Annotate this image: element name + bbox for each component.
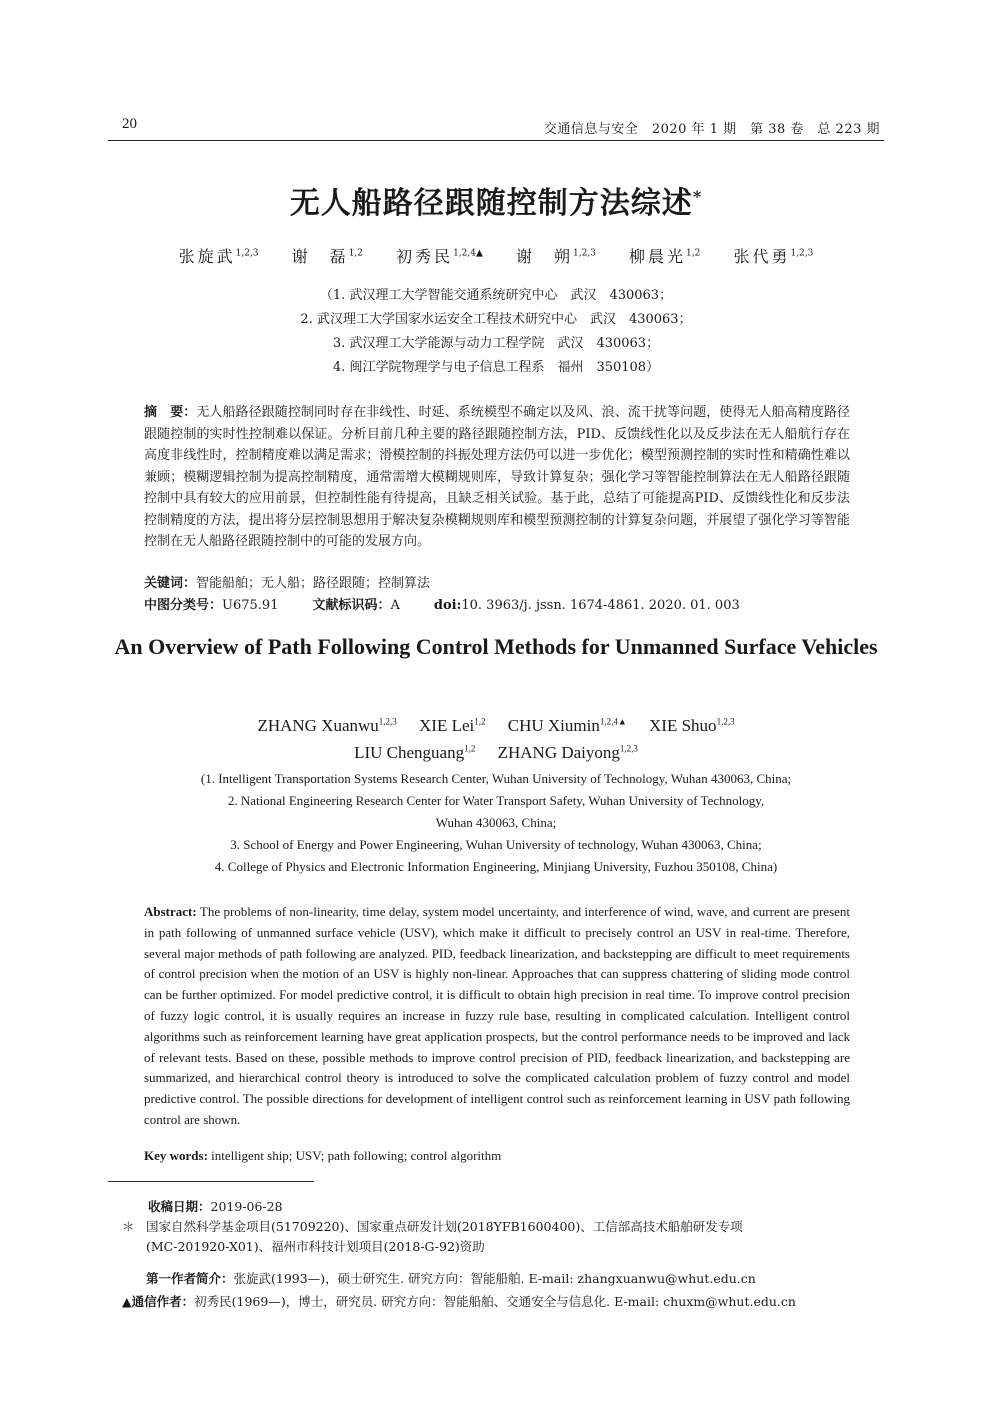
en-author: CHU Xiumin$^{1,2,4▲}$ [507, 716, 627, 735]
zh-author: 张旋武$^{1,2,3}$ [178, 247, 259, 266]
en-title: An Overview of Path Following Control Methods for Unmanned Surface Vehicles [114, 634, 878, 659]
zh-abstract [144, 402, 850, 553]
received-date: 收稿日期：2019-06-28 [148, 1199, 283, 1214]
en-abstract [144, 902, 850, 1131]
zh-author: 柳晨光$^{1,2}$ [629, 247, 701, 266]
en-author: ZHANG Xuanwu$^{1,2,3}$ [257, 716, 397, 735]
en-affiliation: 2. National Engineering Research Center for Water Transport Safety, Wuhan University of Technology, [227, 793, 765, 808]
en-author: LIU Chenguang$^{1,2}$ [354, 743, 476, 762]
zh-author: 初秀民$^{1,2,4▲}$ [396, 247, 483, 266]
en-author: XIE Lei$^{1,2}$ [419, 716, 486, 735]
zh-affiliation: （1. 武汉理工大学智能交通系统研究中心 武汉 430063； [319, 288, 673, 303]
clc-value: U675.91 [222, 598, 279, 613]
zh-abstract-label: 摘 要： [144, 405, 197, 420]
en-abstract-text: The problems of non-linearity, time delay, system model uncertainty, and interference of wind, wave, and current are present in path following of unmanned surface vehicle (USV), which make it difficult to precisely control an USV in real-time. Therefore, several major methods of path following are analyzed. PID, feedback linearization, and backstepping are difficult to meet requirements of control precision when the motion of an USV is highly non-linear. Approaches that can suppress chattering of sliding mode control can be further optimized. For model predictive control, it is difficult to obtain high precision in real time. To improve control precision of fuzzy logic control, it is usually requires an increase in fuzzy rule base, resulting in complicated calculation. Intelligent control algorithms such as reinforcement learning have great application prospects, but the control performance needs to be improved and lack of relevant tests. Based on these, possible methods to improve control precision of PID, feedback linearization, and backstepping are summarized, and hierarchical control theory is introduced to solve the complicated calculation problem of fuzzy control and model predictive control. The possible directions for development of intelligent control such as reinforcement learning in USV path following control are shown. [144, 904, 851, 1127]
doc-code-label: 文献标识码： [312, 598, 391, 613]
en-keywords: Key words: intelligent ship; USV; path following; control algorithm [144, 1148, 502, 1163]
en-affiliation: 4. College of Physics and Electronic Information Engineering, Minjiang University, Fuzhou 350108, China) [214, 859, 778, 874]
zh-classification-line [144, 594, 850, 613]
en-author-list [0, 743, 992, 763]
funding-line: (MC-201920-X01)、福州市科技计划项目(2018-G-92)资助 [146, 1239, 485, 1254]
en-affiliation: (1. Intelligent Transportation Systems Research Center, Wuhan University of Technology, Wuhan 430063, China; [200, 771, 792, 786]
funding-mark: ＊ [122, 1219, 135, 1234]
en-affiliation: Wuhan 430063, China; [435, 815, 557, 830]
header-divider [108, 140, 884, 141]
page-number: 20 [122, 116, 137, 132]
en-abstract-label: Abstract: [144, 904, 197, 919]
zh-title-mark: * [692, 187, 703, 206]
zh-author: 谢 朔$^{1,2,3}$ [516, 247, 596, 266]
zh-affiliation: 4. 闽江学院物理学与电子信息工程系 福州 350108） [332, 360, 660, 375]
funding-line: 国家自然科学基金项目(51709220)、国家重点研发计划(2018YFB1600400)、工信部高技术船舶研发专项 [146, 1219, 743, 1234]
en-author: XIE Shuo$^{1,2,3}$ [649, 716, 735, 735]
zh-author-list [0, 244, 992, 267]
zh-title-text: 无人船路径跟随控制方法综述 [289, 186, 693, 221]
zh-affiliation: 2. 武汉理工大学国家水运安全工程技术研究中心 武汉 430063； [300, 312, 692, 327]
first-author-note: 第一作者简介：张旋武(1993—)，硕士研究生. 研究方向：智能船舶. E-mail: zhangxuanwu@whut.edu.cn [146, 1271, 756, 1286]
doi-label: doi: [433, 598, 462, 613]
journal-info: 交通信息与安全 2020 年 1 期 第 38 卷 总 223 期 [543, 122, 880, 137]
zh-abstract-text: 无人船路径跟随控制同时存在非线性、时延、系统模型不确定以及风、浪、流干扰等问题，使得无人船高精度路径跟随控制的实时性控制难以保证。分析目前几种主要的路径跟随控制方法，PID、反馈线性化以及反步法在无人船航行存在高度非线性时，控制精度难以满足需求；滑模控制的抖振处理方法仍可以进一步优化；模型预测控制的实时性和精确性难以兼顾；模糊逻辑控制为提高控制精度，通常需增大模糊规则库，导致计算复杂；强化学习等智能控制算法在无人船路径跟随控制中具有较大的应用前景，但控制性能有待提高，且缺乏相关试验。基于此，总结了可能提高PID、反馈线性化和反步法控制精度的方法，提出将分层控制思想用于解决复杂模糊规则库和模型预测控制的计算复杂问题，并展望了强化学习等智能控制在无人船路径跟随控制中的可能的发展方向。 [144, 405, 850, 549]
zh-author: 张代勇$^{1,2,3}$ [733, 247, 814, 266]
footnote-divider [108, 1181, 314, 1182]
corresponding-author-note: ▲通信作者：初秀民(1969—)，博士，研究员. 研究方向：智能船舶、交通安全与信息化. E-mail: chuxm@whut.edu.cn [122, 1294, 796, 1309]
doi-value: 10. 3963/j. jssn. 1674-4861. 2020. 01. 003 [461, 598, 740, 613]
zh-title [0, 178, 992, 222]
funding-note [122, 1217, 862, 1257]
zh-keywords: 关键词：智能船舶；无人船；路径跟随；控制算法 [144, 576, 431, 591]
en-author-list [0, 716, 992, 736]
en-affiliation: 3. School of Energy and Power Engineering, Wuhan University of technology, Wuhan 430063, China; [230, 837, 762, 852]
doc-code-value: A [390, 598, 400, 613]
en-author: ZHANG Daiyong$^{1,2,3}$ [497, 743, 638, 762]
clc-label: 中图分类号： [144, 598, 223, 613]
zh-affiliation: 3. 武汉理工大学能源与动力工程学院 武汉 430063； [332, 336, 660, 351]
zh-author: 谢 磊$^{1,2}$ [291, 247, 363, 266]
